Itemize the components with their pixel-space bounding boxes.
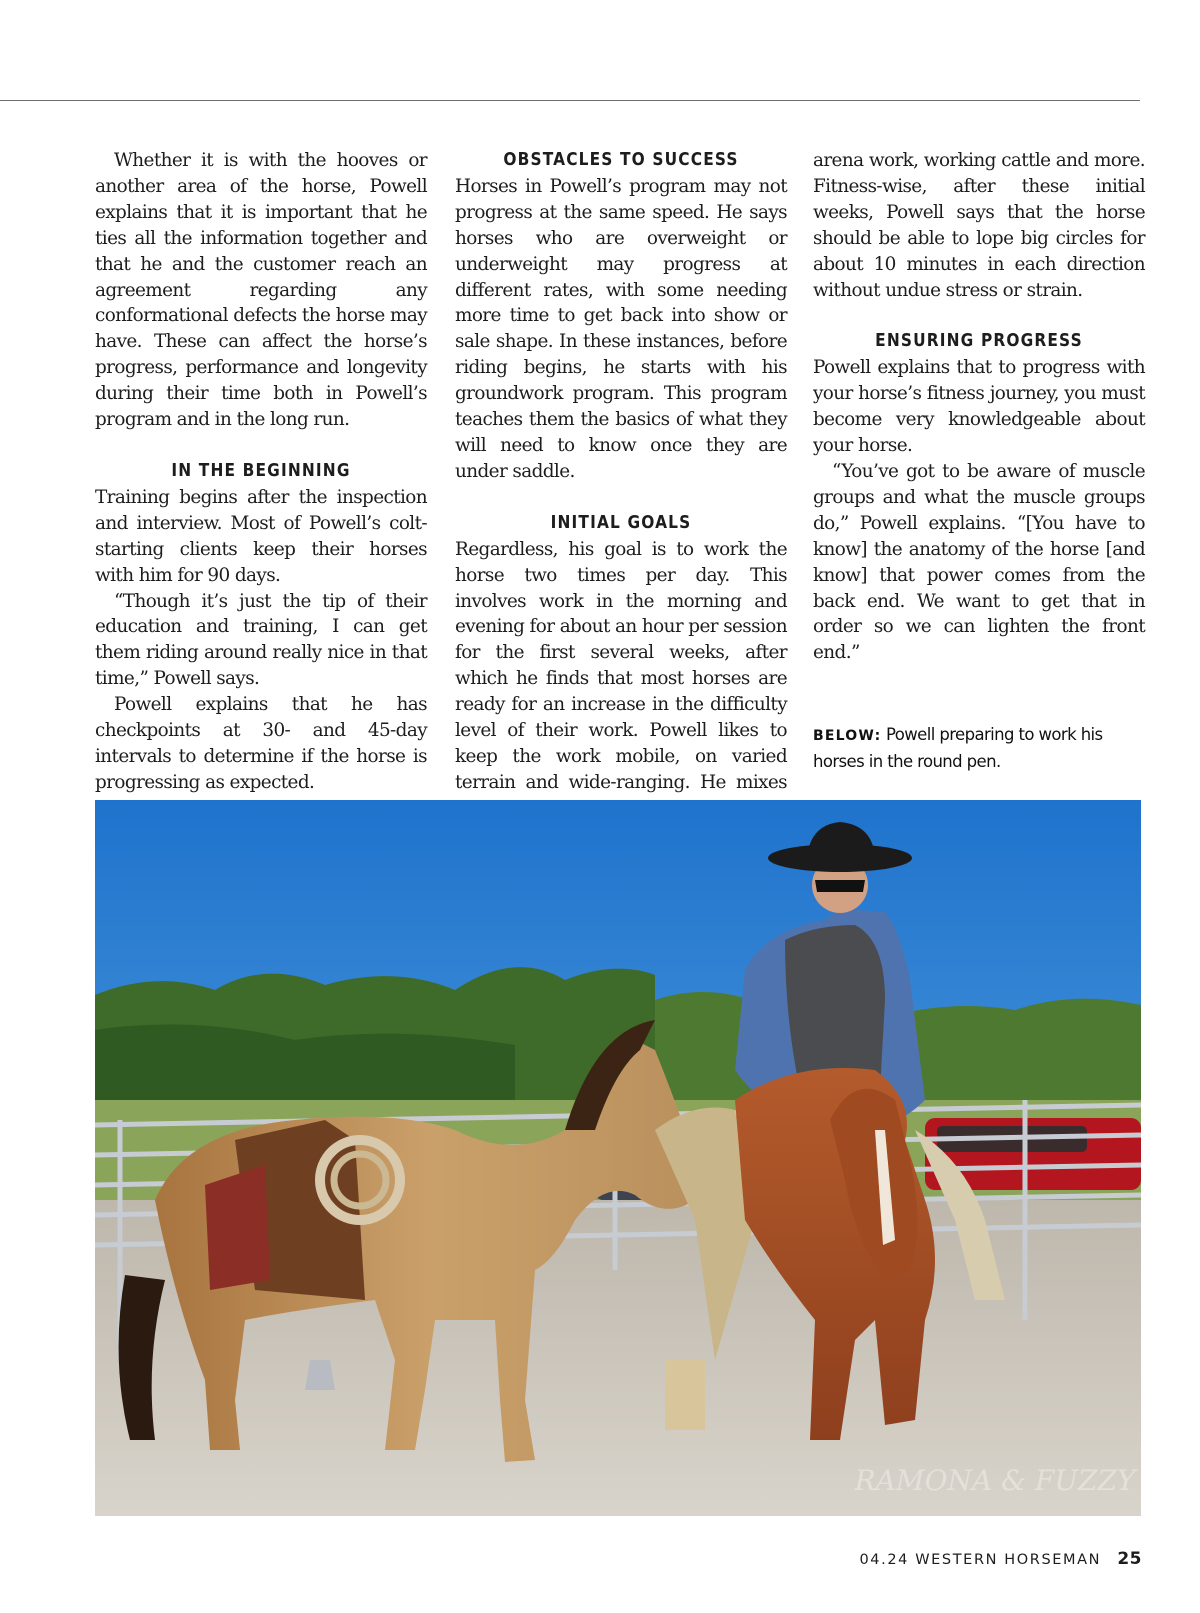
section-heading: IN THE BEGINNING	[171, 460, 351, 481]
paragraph: Training begins after the inspection and interview. Most of Powell’s colt-starting clients keep their horses with him for 90 days.	[95, 486, 427, 586]
article-column-3	[813, 148, 1145, 666]
paragraph: Whether it is with the hooves or another area of the horse, Powell explains that it is important that he ties all the information together and that he and the customer reach an agreement regarding any conformational defects the horse may have. These can affect the horse’s progress, performance and longevity during their time both in Powell’s program and in the long run.	[95, 150, 427, 431]
paragraph: Regardless, his goal is to work the horse two times per day. This involves work in the morning and evening for about an hour per session for the first several weeks, after which he finds that most horses are ready for an increase in the difficulty level of their work. Powell likes to keep the work mobile, on varied terrain and wide-ranging. He mixes	[455, 538, 787, 793]
caption-label: BELOW:	[813, 728, 882, 744]
paragraph: “You’ve got to be aware of muscle groups and what the muscle groups do,” Powell explains. “[You have to know] the anatomy of the horse [and know] that power comes from the back end. We want to get that in order so we can lighten the front end.”	[813, 460, 1145, 664]
section-heading: ENSURING PROGRESS	[875, 331, 1083, 352]
paragraph: Horses in Powell’s program may not progress at the same speed. He says horses who are overweight or underweight may progress at different rates, with some needing more time to get back into show or sale shape. In these instances, before riding begins, he starts with his groundwork program. This program teaches them the basics of what they will need to know once they are under saddle.	[455, 175, 787, 482]
paragraph: Powell explains that to progress with your horse’s fitness journey, you must become very knowledgeable about your horse.	[813, 357, 1145, 457]
photo-caption	[813, 722, 1143, 774]
page-number: 25	[1117, 1549, 1142, 1569]
photo-watermark: RAMONA & FUZZY	[854, 1464, 1136, 1497]
caption-text: Powell preparing to work his horses in the round pen.	[813, 725, 1103, 771]
paragraph: Powell explains that he has checkpoints at 30- and 45-day intervals to determine if the horse is progressing as expected.	[95, 694, 427, 793]
photo-illustration	[95, 800, 1141, 1516]
article-column-2	[455, 148, 787, 822]
section-heading: INITIAL GOALS	[550, 512, 692, 533]
paragraph: “Though it’s just the tip of their education and training, I can get them riding around really nice in that time,” Powell says.	[95, 590, 427, 690]
top-rule	[0, 100, 1140, 101]
magazine-name: WESTERN HORSEMAN	[915, 1552, 1102, 1568]
photo-horses-round-pen	[95, 800, 1141, 1516]
section-heading: OBSTACLES TO SUCCESS	[503, 150, 739, 170]
page-footer	[859, 1549, 1142, 1569]
paragraph: arena work, working cattle and more. Fitness-wise, after these initial weeks, Powell says that the horse should be able to lope big circles for about 10 minutes in each direction without undue stress or strain.	[813, 150, 1145, 301]
article-column-1	[95, 148, 427, 796]
issue-date: 04.24	[859, 1552, 909, 1568]
